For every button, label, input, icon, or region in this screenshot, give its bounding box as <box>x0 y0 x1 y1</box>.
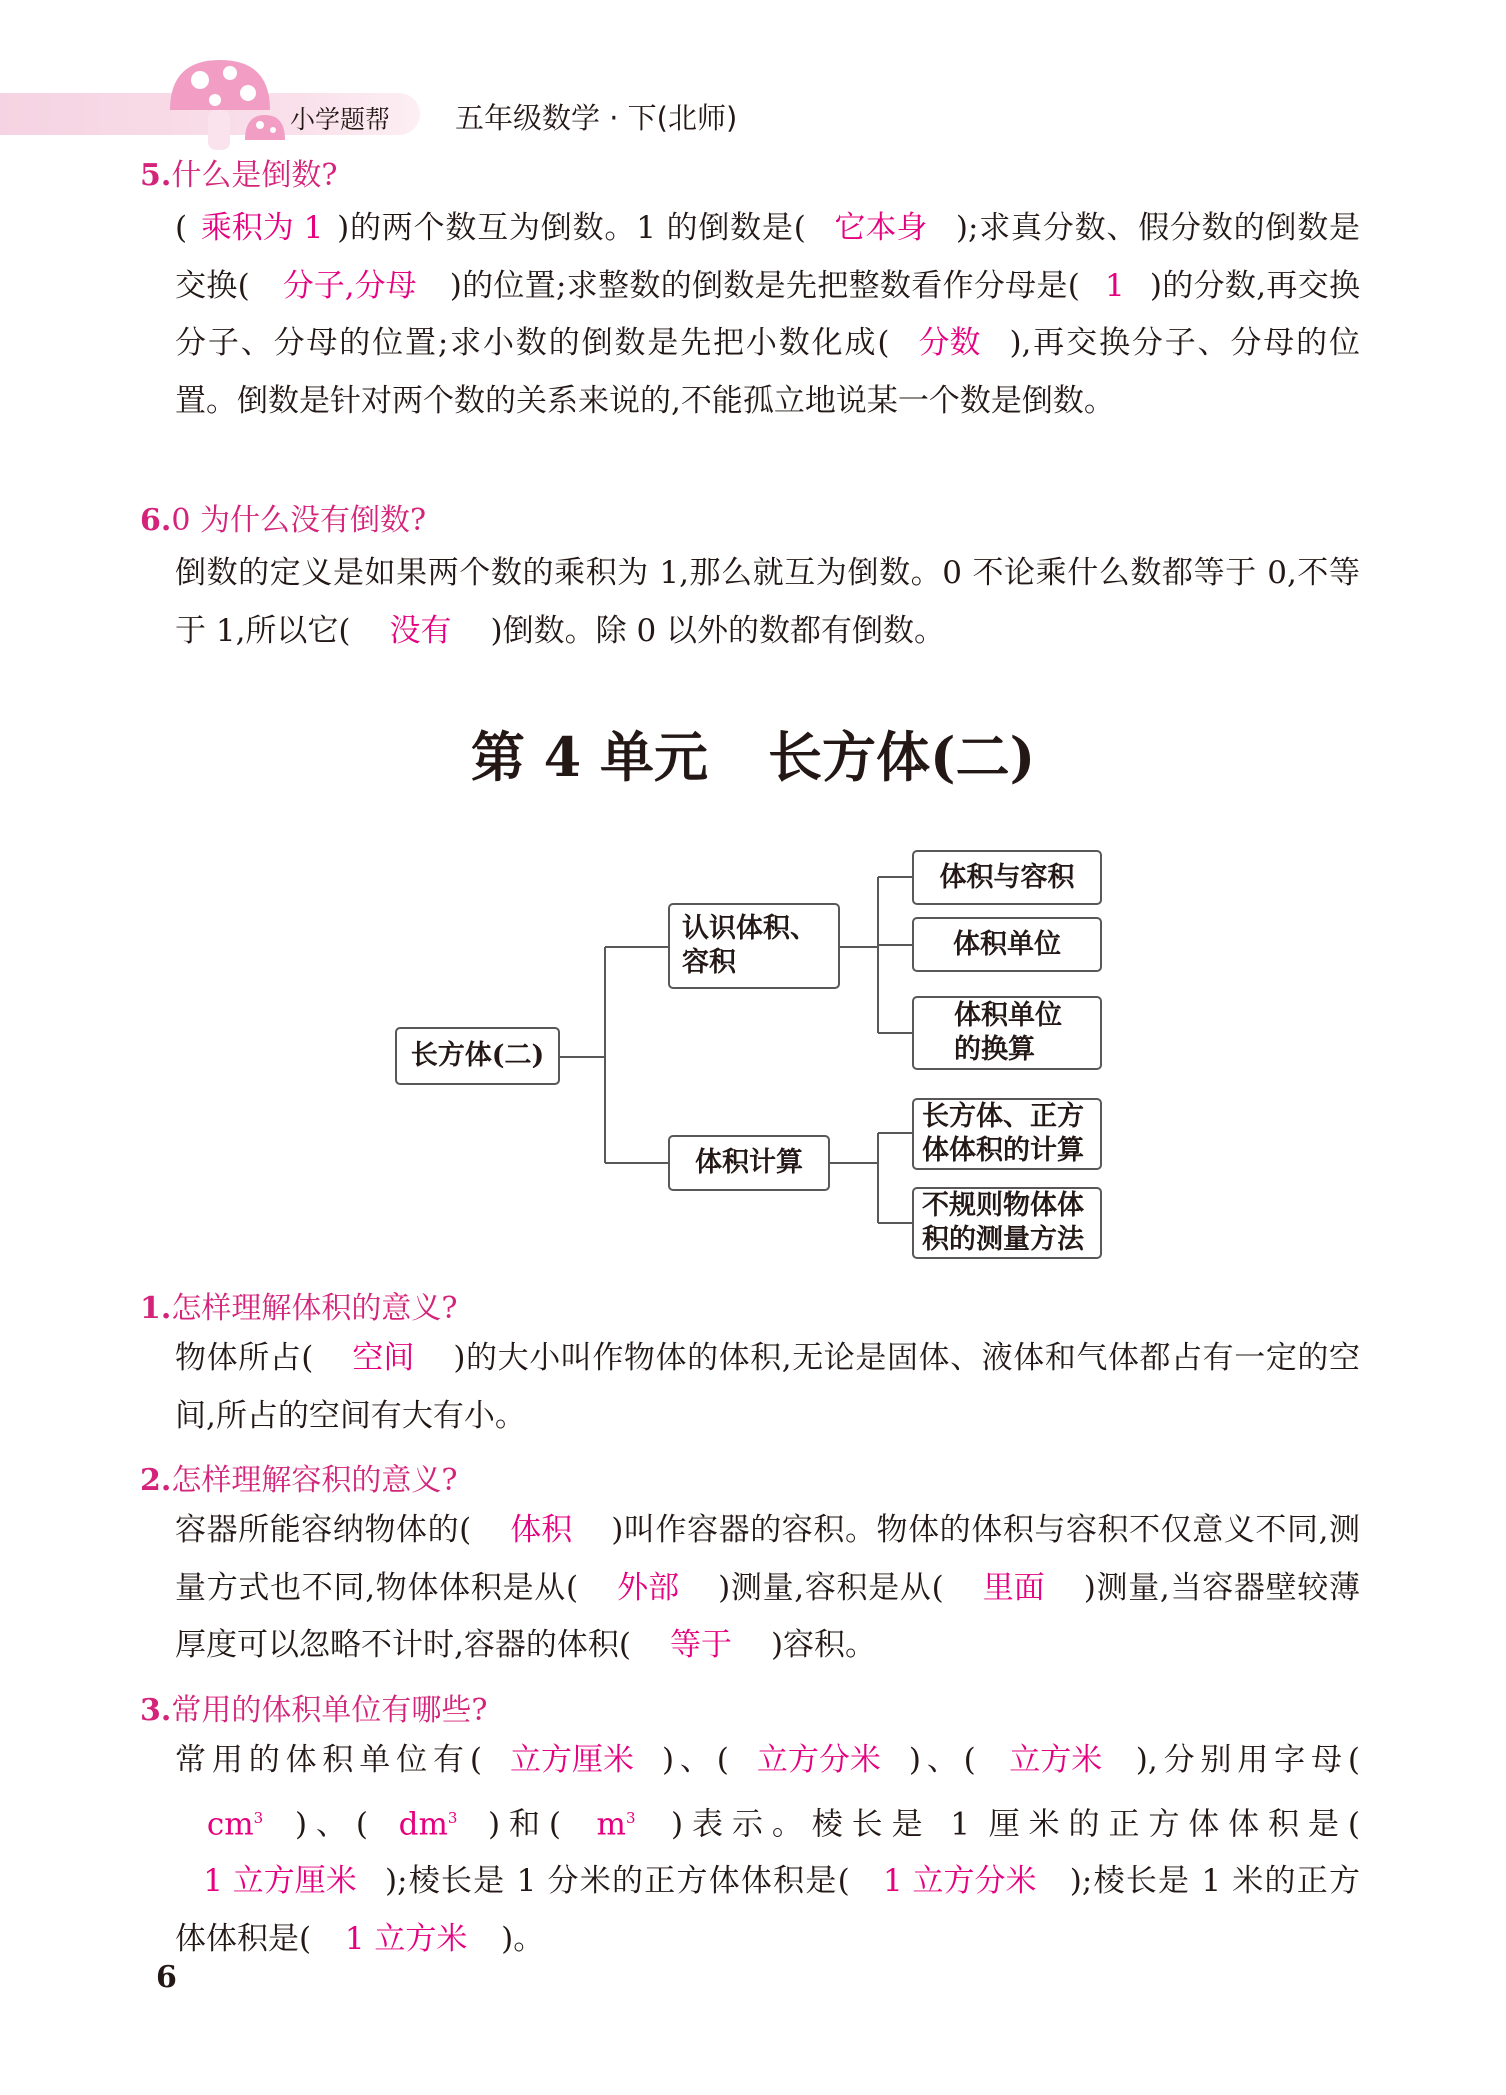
question-2-body: 容器所能容纳物体的( 体积 )叫作容器的容积。物体的体积与容积不仅意义不同,测量方式也不同,物体体积是从( 外部 )测量,容积是从( 里面 )测量,当容器壁较薄厚度可以忽略不计时,容器的体积( 等于 )容积。 <box>175 1502 1360 1675</box>
answer-blank: 1 立方分米 <box>882 1863 1037 1900</box>
question-2-title: 2.怎样理解容积的意义? <box>140 1463 458 1498</box>
mindmap-branch-calculation: 体积计算 <box>668 1135 830 1191</box>
question-1-body: 物体所占( 空间 )的大小叫作物体的体积,无论是固体、液体和气体都占有一定的空间,所占的空间有大有小。 <box>175 1330 1360 1445</box>
question-1-title: 1.怎样理解体积的意义? <box>140 1291 458 1326</box>
answer-blank: 1 <box>1104 267 1125 304</box>
answer-blank: 乘积为 1 <box>200 210 324 246</box>
answer-blank: 空间 <box>352 1340 415 1376</box>
brand-name: 小学题帮 <box>290 105 391 134</box>
answer-blank: 等于 <box>669 1627 732 1663</box>
answer-blank: 立方厘米 <box>509 1742 634 1778</box>
mindmap-leaf-unit-conversion: 体积单位的换算 <box>912 996 1102 1070</box>
answer-blank: 体积 <box>510 1512 573 1548</box>
answer-blank: 没有 <box>389 612 452 649</box>
mindmap-leaf-volume-capacity: 体积与容积 <box>912 850 1102 905</box>
answer-blank: $dm^3$ <box>398 1805 458 1842</box>
answer-blank: 1 立方米 <box>344 1920 468 1957</box>
question-6-title: 6.0 为什么没有倒数? <box>140 503 427 538</box>
mindmap-leaf-volume-units: 体积单位 <box>912 917 1102 972</box>
unit-title: 第 4 单元 长方体(二) <box>470 725 1036 789</box>
mindmap-leaf-cuboid-cube-volume: 长方体、正方体体积的计算 <box>912 1098 1102 1170</box>
question-5-body: ( 乘积为 1 )的两个数互为倒数。1 的倒数是( 它本身 );求真分数、假分数的倒数是交换( 分子,分母 )的位置;求整数的倒数是先把整数看作分母是( 1 )的分数,再交换分子、分母的位置;求小数的倒数是先把小数化成( 分数 ),再交换分子、分母的位置。倒数是针对两个数的关系来说的,不能孤立地说某一个数是倒数。 <box>175 200 1360 430</box>
answer-blank: 1 立方厘米 <box>203 1863 357 1900</box>
answer-blank: 分子,分母 <box>282 267 417 304</box>
answer-blank: 它本身 <box>834 210 928 246</box>
answer-blank: 里面 <box>982 1569 1045 1606</box>
mindmap-branch-recognize: 认识体积、容积 <box>668 903 840 989</box>
answer-blank: 分数 <box>918 325 981 361</box>
question-3-title: 3.常用的体积单位有哪些? <box>140 1693 488 1728</box>
question-5-title: 5.什么是倒数? <box>140 158 338 193</box>
question-3-body: 常用的体积单位有( 立方厘米 )、( 立方分米 )、( 立方米 ),分别用字母($cm^3$ )、( $dm^3$ )和( $m^3$ )表示。棱长是 1 厘米的正方体体积是(1 立方厘米 );棱长是 1 分米的正方体体积是( 1 立方分米 );棱长是 1 米的正方体体积是( 1 立方米 )。 <box>175 1732 1360 1968</box>
mindmap-root: 长方体(二) <box>395 1027 560 1085</box>
answer-blank: 外部 <box>617 1569 680 1606</box>
answer-blank: 立方米 <box>1009 1742 1103 1778</box>
answer-blank: $m^3$ <box>596 1805 636 1842</box>
answer-blank: $cm^3$ <box>206 1805 264 1842</box>
question-6-body: 倒数的定义是如果两个数的乘积为 1,那么就互为倒数。0 不论乘什么数都等于 0,不等于 1,所以它( 没有 )倒数。除 0 以外的数都有倒数。 <box>175 545 1360 660</box>
page-number: 6 <box>156 1960 177 1995</box>
book-title: 五年级数学 · 下(北师) <box>455 101 738 135</box>
mindmap-leaf-irregular-volume: 不规则物体体积的测量方法 <box>912 1187 1102 1259</box>
answer-blank: 立方分米 <box>756 1742 881 1778</box>
